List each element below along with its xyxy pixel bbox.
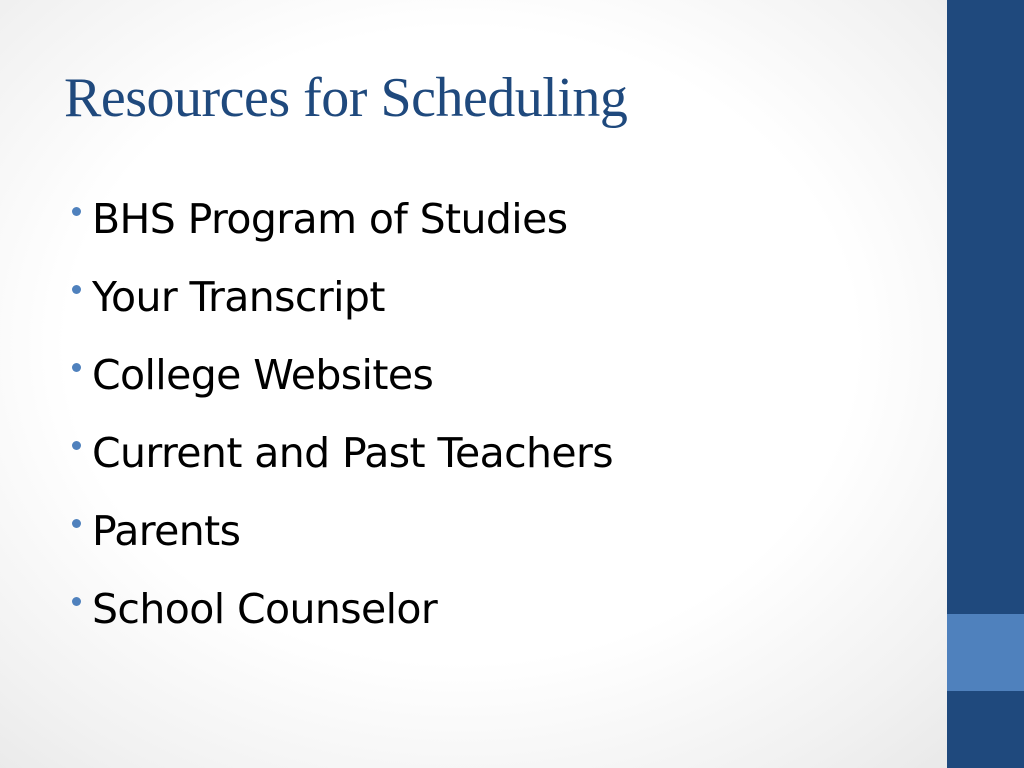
- bullet-text: College Websites: [92, 351, 434, 399]
- bullet-list: [72, 180, 613, 648]
- bullet-dot-icon: [72, 597, 81, 606]
- sidebar-accent-block: [947, 614, 1024, 691]
- bullet-item: [72, 414, 613, 492]
- bullet-text: School Counselor: [92, 585, 438, 633]
- bullet-text: BHS Program of Studies: [92, 195, 568, 243]
- bullet-dot-icon: [72, 285, 81, 294]
- bullet-item: [72, 336, 613, 414]
- bullet-text: Current and Past Teachers: [92, 429, 614, 477]
- bullet-dot-icon: [72, 363, 81, 372]
- bullet-dot-icon: [72, 441, 81, 450]
- bullet-item: [72, 492, 613, 570]
- bullet-dot-icon: [72, 519, 81, 528]
- bullet-item: [72, 570, 613, 648]
- bullet-item: [72, 258, 613, 336]
- bullet-item: [72, 180, 613, 258]
- slide-title: Resources for Scheduling: [64, 67, 628, 129]
- bullet-dot-icon: [72, 207, 81, 216]
- bullet-text: Your Transcript: [92, 273, 385, 321]
- bullet-text: Parents: [92, 507, 241, 555]
